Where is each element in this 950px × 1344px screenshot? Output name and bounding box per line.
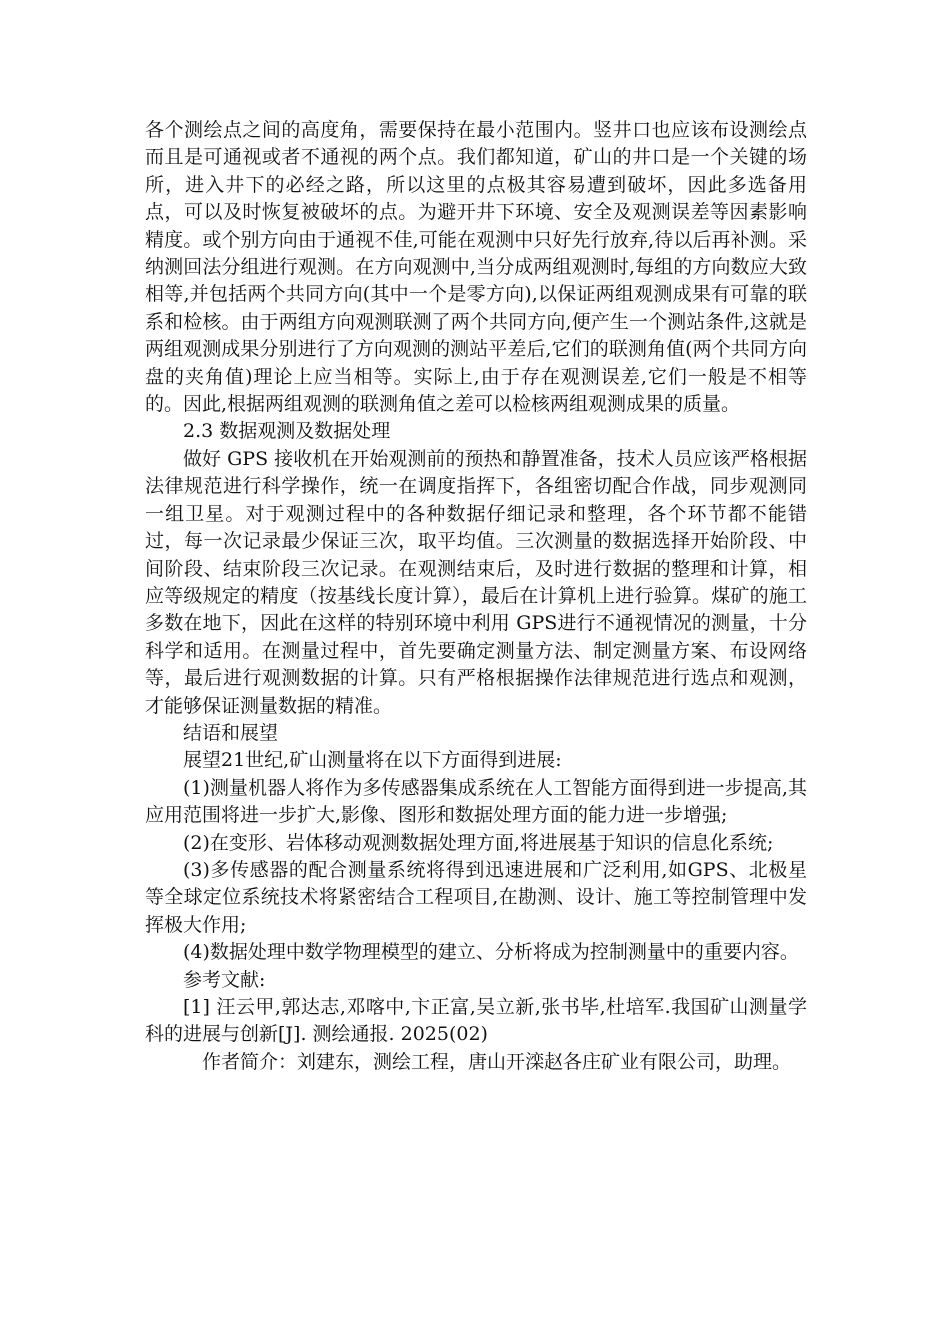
- reference-item-1: [1] 汪云甲,郭达志,邓喀中,卞正富,吴立新,张书毕,杜培军.我国矿山测量学科的进展与创新[J]. 测绘通报. 2025(02): [145, 996, 807, 1046]
- outlook-item-4: (4)数据处理中数学物理模型的建立、分析将成为控制测量中的重要内容。: [183, 941, 799, 964]
- references-heading: 参考文献:: [183, 968, 266, 991]
- author-bio: 作者简介：刘建东，测绘工程，唐山开滦赵各庄矿业有限公司，助理。: [202, 1050, 792, 1073]
- document-body: [145, 117, 807, 1076]
- outlook-intro: 展望21世纪,矿山测量将在以下方面得到进展:: [183, 749, 562, 772]
- section-heading-conclusion: 结语和展望: [183, 721, 279, 744]
- outlook-item-1: (1)测量机器人将作为多传感器集成系统在人工智能方面得到进一步提高,其应用范围将进一步扩大,影像、图形和数据处理方面的能力进一步增强;: [145, 776, 807, 827]
- body-paragraph-continuation: 各个测绘点之间的高度角，需要保持在最小范围内。竖井口也应该布设测绘点而且是可通视或者不通视的两个点。我们都知道，矿山的井口是一个关键的场所，进入井下的必经之路，所以这里的点极其容易遭到破坏，因此多选备用点，可以及时恢复被破坏的点。为避开井下环境、安全及观测误差等因素影响精度。或个别方向由于通视不佳,可能在观测中只好先行放弃,待以后再补测。采纳测回法分组进行观测。在方向观测中,当分成两组观测时,每组的方向数应大致相等,并包括两个共同方向(其中一个是零方向),以保证两组观测成果有可靠的联系和检核。由于两组方向观测联测了两个共同方向,便产生一个测站条件,这就是两组观测成果分别进行了方向观测的测站平差后,它们的联测角值(两个共同方向盘的夹角值)理论上应当相等。实际上,由于存在观测误差,它们一般是不相等的。因此,根据两组观测的联测角值之差可以检核两组观测成果的质量。: [145, 119, 807, 416]
- body-paragraph-gps: 做好 GPS 接收机在开始观测前的预热和静置准备，技术人员应该严格根据法律规范进行科学操作，统一在调度指挥下，各组密切配合作战，同步观测同一组卫星。对于观测过程中的各种数据仔细记录和整理，各个环节都不能错过，每一次记录最少保证三次，取平均值。三次测量的数据选择开始阶段、中间阶段、结束阶段三次记录。在观测结束后，及时进行数据的整理和计算，相应等级规定的精度（按基线长度计算），最后在计算机上进行验算。煤矿的施工多数在地下，因此在这样的特别环境中利用 GPS进行不通视情况的测量，十分科学和适用。在测量过程中，首先要确定测量方法、制定测量方案、布设网络等，最后进行观测数据的计算。只有严格根据操作法律规范进行选点和观测，才能够保证测量数据的精准。: [145, 447, 807, 717]
- outlook-item-3: (3)多传感器的配合测量系统将得到迅速进展和广泛利用,如GPS、北极星等全球定位系统技术将紧密结合工程项目,在勘测、设计、施工等控制管理中发挥极大作用;: [145, 858, 807, 936]
- outlook-item-2: (2)在变形、岩体移动观测数据处理方面,将进展基于知识的信息化系统;: [183, 831, 774, 854]
- section-heading-2-3: 2.3 数据观测及数据处理: [183, 420, 391, 443]
